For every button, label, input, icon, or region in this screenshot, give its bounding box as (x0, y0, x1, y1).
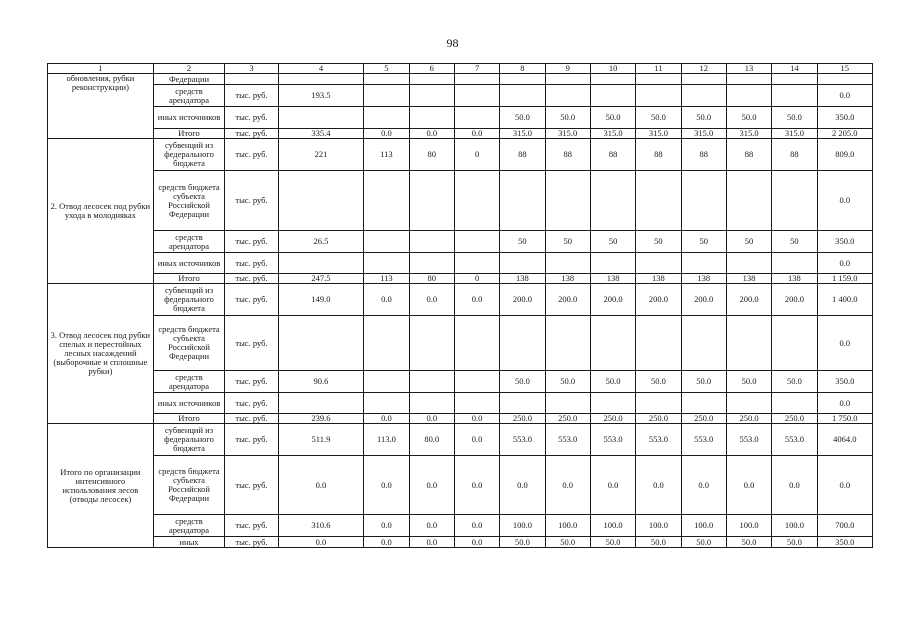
value-cell (500, 171, 545, 231)
unit-cell: тыс. руб. (225, 139, 278, 171)
value-cell (278, 393, 364, 414)
value-cell (364, 107, 409, 129)
value-cell: 553.0 (590, 424, 635, 456)
value-cell: 138 (681, 274, 726, 284)
funding-source: Итого (153, 274, 225, 284)
value-cell (454, 171, 499, 231)
value-cell (364, 316, 409, 371)
column-header-1: 1 (48, 64, 154, 74)
value-cell: 0.0 (409, 414, 454, 424)
value-cell: 50.0 (726, 537, 771, 548)
value-cell (726, 316, 771, 371)
value-cell (409, 107, 454, 129)
table-row (48, 393, 873, 414)
unit-cell: тыс. руб. (225, 316, 278, 371)
value-cell (454, 231, 499, 253)
unit-cell: тыс. руб. (225, 414, 278, 424)
section-title: 2. Отвод лесосек под рубки ухода в молодняках (48, 139, 154, 284)
value-cell: 2 205.0 (817, 129, 872, 139)
value-cell: 0.0 (364, 515, 409, 537)
value-cell: 100.0 (726, 515, 771, 537)
value-cell: 250.0 (590, 414, 635, 424)
funding-source: Федерации (153, 74, 225, 85)
value-cell: 0.0 (454, 537, 499, 548)
value-cell (726, 171, 771, 231)
value-cell: 88 (681, 139, 726, 171)
value-cell: 0.0 (409, 456, 454, 515)
table-row (48, 231, 873, 253)
value-cell: 50.0 (590, 371, 635, 393)
column-header-7: 7 (454, 64, 499, 74)
value-cell (278, 171, 364, 231)
value-cell: 88 (545, 139, 590, 171)
value-cell: 250.0 (500, 414, 545, 424)
table-row (48, 253, 873, 274)
value-cell: 0.0 (364, 284, 409, 316)
value-cell: 113.0 (364, 424, 409, 456)
value-cell (545, 171, 590, 231)
section-title: 3. Отвод лесосек под рубки спелых и перестойных лесных насаждений (выборочные и сплошные рубки) (48, 284, 154, 424)
value-cell: 200.0 (545, 284, 590, 316)
funding-source: Итого (153, 414, 225, 424)
table-row (48, 74, 873, 85)
value-cell: 553.0 (545, 424, 590, 456)
funding-source: субвенций из федерального бюджета (153, 139, 225, 171)
value-cell: 50.0 (726, 371, 771, 393)
value-cell (364, 231, 409, 253)
value-cell: 113 (364, 274, 409, 284)
unit-cell: тыс. руб. (225, 424, 278, 456)
value-cell: 1 750.0 (817, 414, 872, 424)
value-cell (500, 74, 545, 85)
value-cell: 50.0 (545, 107, 590, 129)
section-title: Итого по организации интенсивного использования лесов (отводы лесосек) (48, 424, 154, 548)
value-cell: 0.0 (817, 316, 872, 371)
funding-source: средств бюджета субъекта Российской Федерации (153, 456, 225, 515)
value-cell (409, 253, 454, 274)
value-cell: 100.0 (590, 515, 635, 537)
value-cell (726, 74, 771, 85)
value-cell (454, 316, 499, 371)
value-cell: 113 (364, 139, 409, 171)
column-header-4: 4 (278, 64, 364, 74)
value-cell: 26.5 (278, 231, 364, 253)
value-cell: 50.0 (772, 537, 817, 548)
value-cell (409, 316, 454, 371)
value-cell (545, 253, 590, 274)
value-cell (681, 74, 726, 85)
value-cell (545, 393, 590, 414)
table-row (48, 424, 873, 456)
value-cell: 700.0 (817, 515, 872, 537)
section-title: обновления, рубки реконструкции) (48, 74, 154, 139)
table-row (48, 284, 873, 316)
unit-cell: тыс. руб. (225, 515, 278, 537)
value-cell (590, 85, 635, 107)
funding-source: иных (153, 537, 225, 548)
column-header-9: 9 (545, 64, 590, 74)
value-cell: 50.0 (500, 107, 545, 129)
column-header-3: 3 (225, 64, 278, 74)
value-cell: 50.0 (636, 537, 681, 548)
table-row (48, 274, 873, 284)
value-cell: 200.0 (590, 284, 635, 316)
value-cell: 0.0 (817, 393, 872, 414)
value-cell (636, 393, 681, 414)
value-cell: 1 400.0 (817, 284, 872, 316)
value-cell: 350.0 (817, 371, 872, 393)
value-cell: 315.0 (726, 129, 771, 139)
value-cell: 0 (454, 139, 499, 171)
value-cell: 553.0 (726, 424, 771, 456)
value-cell: 0 (454, 274, 499, 284)
value-cell (364, 253, 409, 274)
value-cell: 80 (409, 139, 454, 171)
unit-cell: тыс. руб. (225, 537, 278, 548)
value-cell (681, 253, 726, 274)
value-cell: 0.0 (454, 424, 499, 456)
funding-source: Итого (153, 129, 225, 139)
funding-source: иных источников (153, 393, 225, 414)
value-cell: 138 (590, 274, 635, 284)
page-number: 98 (446, 36, 459, 50)
column-header-14: 14 (772, 64, 817, 74)
value-cell: 50.0 (590, 537, 635, 548)
value-cell (364, 393, 409, 414)
value-cell: 0.0 (364, 456, 409, 515)
value-cell (726, 393, 771, 414)
value-cell: 0.0 (454, 284, 499, 316)
value-cell: 0.0 (726, 456, 771, 515)
value-cell (590, 253, 635, 274)
table-row (48, 537, 873, 548)
value-cell (454, 393, 499, 414)
value-cell: 0.0 (454, 414, 499, 424)
value-cell (681, 393, 726, 414)
value-cell: 335.4 (278, 129, 364, 139)
value-cell: 50.0 (772, 107, 817, 129)
value-cell: 200.0 (636, 284, 681, 316)
value-cell (364, 371, 409, 393)
value-cell: 553.0 (500, 424, 545, 456)
value-cell (278, 74, 364, 85)
unit-cell: тыс. руб. (225, 253, 278, 274)
value-cell (409, 231, 454, 253)
value-cell: 50 (590, 231, 635, 253)
value-cell: 553.0 (772, 424, 817, 456)
value-cell: 80.0 (409, 424, 454, 456)
value-cell (545, 74, 590, 85)
table-row (48, 414, 873, 424)
value-cell: 88 (772, 139, 817, 171)
unit-cell: тыс. руб. (225, 107, 278, 129)
value-cell: 1 159.0 (817, 274, 872, 284)
value-cell: 315.0 (590, 129, 635, 139)
value-cell (636, 253, 681, 274)
value-cell (772, 74, 817, 85)
value-cell: 0.0 (454, 515, 499, 537)
value-cell: 0.0 (409, 129, 454, 139)
value-cell: 50 (636, 231, 681, 253)
value-cell: 0.0 (817, 85, 872, 107)
value-cell (590, 74, 635, 85)
value-cell: 239.6 (278, 414, 364, 424)
value-cell: 200.0 (681, 284, 726, 316)
value-cell: 100.0 (545, 515, 590, 537)
value-cell: 50.0 (545, 537, 590, 548)
value-cell: 88 (590, 139, 635, 171)
table-row (48, 129, 873, 139)
value-cell: 0.0 (278, 537, 364, 548)
value-cell: 4064.0 (817, 424, 872, 456)
value-cell: 0.0 (636, 456, 681, 515)
value-cell: 50 (545, 231, 590, 253)
funding-source: средств бюджета субъекта Российской Федерации (153, 316, 225, 371)
value-cell: 315.0 (772, 129, 817, 139)
value-cell: 0.0 (681, 456, 726, 515)
column-header-13: 13 (726, 64, 771, 74)
value-cell (364, 85, 409, 107)
value-cell: 50.0 (500, 537, 545, 548)
value-cell: 80 (409, 274, 454, 284)
value-cell: 0.0 (409, 284, 454, 316)
value-cell: 553.0 (681, 424, 726, 456)
value-cell: 0.0 (364, 129, 409, 139)
value-cell: 50.0 (545, 371, 590, 393)
funding-source: субвенций из федерального бюджета (153, 284, 225, 316)
value-cell: 50.0 (636, 371, 681, 393)
value-cell (364, 171, 409, 231)
value-cell: 50 (726, 231, 771, 253)
value-cell: 310.6 (278, 515, 364, 537)
value-cell: 50.0 (681, 537, 726, 548)
value-cell: 200.0 (500, 284, 545, 316)
table-row (48, 371, 873, 393)
value-cell: 50 (681, 231, 726, 253)
value-cell: 221 (278, 139, 364, 171)
unit-cell: тыс. руб. (225, 274, 278, 284)
unit-cell: тыс. руб. (225, 284, 278, 316)
value-cell: 50.0 (681, 107, 726, 129)
value-cell (772, 171, 817, 231)
column-header-5: 5 (364, 64, 409, 74)
value-cell (278, 253, 364, 274)
column-header-row (48, 64, 873, 74)
value-cell: 90.6 (278, 371, 364, 393)
value-cell: 100.0 (500, 515, 545, 537)
funding-source: иных источников (153, 253, 225, 274)
value-cell (590, 171, 635, 231)
value-cell: 809.0 (817, 139, 872, 171)
value-cell (409, 371, 454, 393)
value-cell: 250.0 (772, 414, 817, 424)
table-row (48, 316, 873, 371)
value-cell (681, 85, 726, 107)
value-cell: 100.0 (772, 515, 817, 537)
value-cell: 0.0 (500, 456, 545, 515)
value-cell (454, 107, 499, 129)
funding-source: средств бюджета субъекта Российской Федерации (153, 171, 225, 231)
funding-source: иных источников (153, 107, 225, 129)
value-cell: 315.0 (636, 129, 681, 139)
value-cell (772, 316, 817, 371)
value-cell (726, 85, 771, 107)
unit-cell: тыс. руб. (225, 371, 278, 393)
value-cell (500, 316, 545, 371)
value-cell: 0.0 (364, 414, 409, 424)
value-cell: 315.0 (681, 129, 726, 139)
value-cell: 200.0 (772, 284, 817, 316)
value-cell: 50.0 (726, 107, 771, 129)
value-cell: 100.0 (681, 515, 726, 537)
value-cell: 0.0 (817, 171, 872, 231)
funding-source: субвенций из федерального бюджета (153, 424, 225, 456)
value-cell (500, 85, 545, 107)
value-cell (364, 74, 409, 85)
column-header-15: 15 (817, 64, 872, 74)
value-cell: 50.0 (590, 107, 635, 129)
value-cell: 247.5 (278, 274, 364, 284)
value-cell: 0.0 (545, 456, 590, 515)
value-cell: 553.0 (636, 424, 681, 456)
column-header-10: 10 (590, 64, 635, 74)
value-cell: 88 (726, 139, 771, 171)
value-cell: 250.0 (681, 414, 726, 424)
unit-cell: тыс. руб. (225, 393, 278, 414)
table-row (48, 515, 873, 537)
value-cell: 50.0 (772, 371, 817, 393)
value-cell: 0.0 (364, 537, 409, 548)
value-cell (772, 393, 817, 414)
value-cell: 0.0 (817, 253, 872, 274)
value-cell (817, 74, 872, 85)
value-cell: 138 (636, 274, 681, 284)
value-cell: 200.0 (726, 284, 771, 316)
unit-cell: тыс. руб. (225, 85, 278, 107)
value-cell: 138 (726, 274, 771, 284)
value-cell: 0.0 (454, 129, 499, 139)
value-cell: 315.0 (545, 129, 590, 139)
unit-cell: тыс. руб. (225, 129, 278, 139)
value-cell: 50.0 (636, 107, 681, 129)
value-cell (636, 85, 681, 107)
value-cell: 193.5 (278, 85, 364, 107)
value-cell: 0.0 (409, 537, 454, 548)
value-cell: 50.0 (681, 371, 726, 393)
value-cell (409, 85, 454, 107)
value-cell: 0.0 (590, 456, 635, 515)
value-cell: 250.0 (545, 414, 590, 424)
value-cell: 0.0 (278, 456, 364, 515)
value-cell (681, 316, 726, 371)
value-cell (278, 316, 364, 371)
funding-source: средств арендатора (153, 231, 225, 253)
value-cell (454, 85, 499, 107)
value-cell (772, 253, 817, 274)
funding-source: средств арендатора (153, 85, 225, 107)
table-row (48, 107, 873, 129)
value-cell: 511.9 (278, 424, 364, 456)
column-header-6: 6 (409, 64, 454, 74)
value-cell (636, 316, 681, 371)
value-cell (636, 171, 681, 231)
unit-cell (225, 74, 278, 85)
column-header-11: 11 (636, 64, 681, 74)
value-cell (636, 74, 681, 85)
value-cell (590, 393, 635, 414)
value-cell (409, 171, 454, 231)
value-cell: 0.0 (409, 515, 454, 537)
value-cell: 138 (500, 274, 545, 284)
unit-cell: тыс. руб. (225, 231, 278, 253)
value-cell: 88 (636, 139, 681, 171)
value-cell: 50 (772, 231, 817, 253)
funding-source: средств арендатора (153, 515, 225, 537)
value-cell: 350.0 (817, 107, 872, 129)
value-cell: 50 (500, 231, 545, 253)
value-cell: 250.0 (636, 414, 681, 424)
value-cell (545, 316, 590, 371)
value-cell (409, 393, 454, 414)
value-cell: 350.0 (817, 537, 872, 548)
column-header-12: 12 (681, 64, 726, 74)
funding-source: средств арендатора (153, 371, 225, 393)
value-cell: 0.0 (817, 456, 872, 515)
value-cell (454, 253, 499, 274)
value-cell (500, 253, 545, 274)
value-cell (545, 85, 590, 107)
value-cell (681, 171, 726, 231)
value-cell: 138 (772, 274, 817, 284)
value-cell: 50.0 (500, 371, 545, 393)
value-cell (500, 393, 545, 414)
value-cell (454, 74, 499, 85)
value-cell (454, 371, 499, 393)
table-row (48, 139, 873, 171)
value-cell (590, 316, 635, 371)
value-cell (409, 74, 454, 85)
value-cell: 100.0 (636, 515, 681, 537)
value-cell: 0.0 (772, 456, 817, 515)
table-row (48, 171, 873, 231)
unit-cell: тыс. руб. (225, 456, 278, 515)
value-cell: 0.0 (454, 456, 499, 515)
value-cell: 149.0 (278, 284, 364, 316)
value-cell: 138 (545, 274, 590, 284)
value-cell (772, 85, 817, 107)
value-cell: 250.0 (726, 414, 771, 424)
table-row (48, 456, 873, 515)
budget-table (47, 63, 873, 548)
column-header-2: 2 (153, 64, 225, 74)
table-row (48, 85, 873, 107)
value-cell: 315.0 (500, 129, 545, 139)
value-cell (278, 107, 364, 129)
column-header-8: 8 (500, 64, 545, 74)
unit-cell: тыс. руб. (225, 171, 278, 231)
value-cell: 350.0 (817, 231, 872, 253)
value-cell: 88 (500, 139, 545, 171)
value-cell (726, 253, 771, 274)
